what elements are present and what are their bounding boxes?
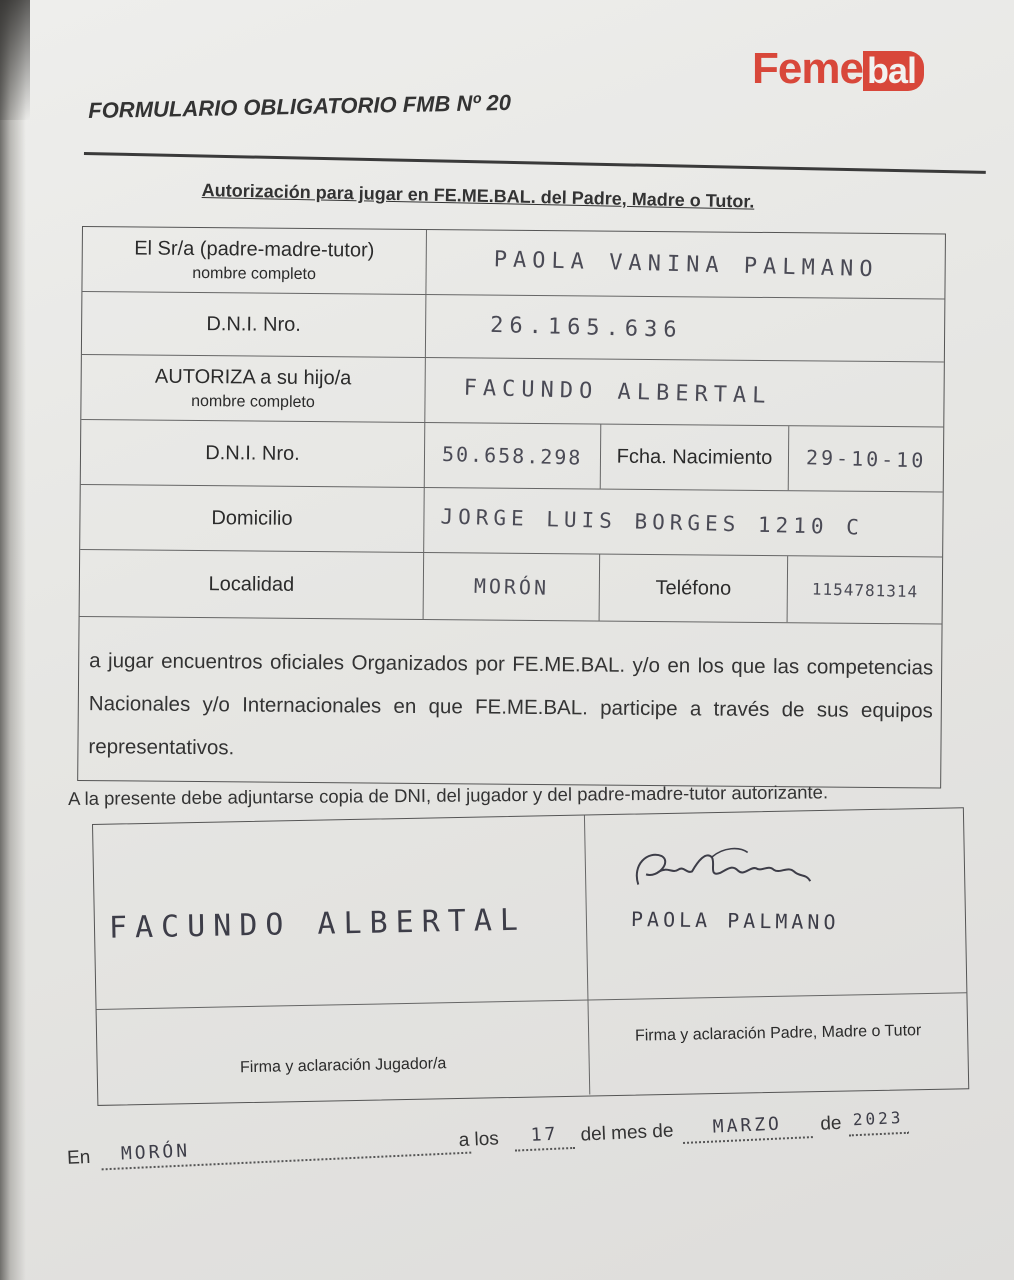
femebal-logo bbox=[752, 44, 924, 94]
paper-edge-shadow bbox=[0, 0, 26, 1280]
birth-date-cell[interactable] bbox=[789, 426, 944, 491]
phone-cell[interactable] bbox=[788, 556, 943, 623]
parent-name-value: PAOLA VANINA PALMANO bbox=[492, 246, 879, 282]
form-subtitle: Autorización para jugar en FE.ME.BAL. del Padre, Madre o Tutor. bbox=[201, 180, 755, 212]
address-value: JORGE LUIS BORGES 1210 C bbox=[440, 504, 865, 540]
form-title: FORMULARIO OBLIGATORIO FMB Nº 20 bbox=[88, 89, 512, 123]
month-field[interactable]: MARZO bbox=[682, 1112, 813, 1144]
parent-dni-label-cell bbox=[82, 292, 427, 357]
child-label: AUTORIZA a su hijo/a bbox=[154, 365, 352, 389]
title-rule bbox=[84, 152, 986, 174]
signature-area bbox=[93, 808, 966, 1010]
phone-value: 1154781314 bbox=[811, 578, 919, 601]
authorization-table bbox=[77, 226, 946, 789]
logo-text: Feme bbox=[752, 44, 863, 93]
logo-box-text: bal bbox=[863, 51, 924, 91]
child-sublabel: nombre completo bbox=[191, 392, 315, 411]
parent-label-cell bbox=[82, 227, 427, 294]
parent-name-row bbox=[82, 227, 945, 300]
parent-label: El Sr/a (padre-madre-tutor) bbox=[134, 236, 375, 262]
attachment-note: A la presente debe adjuntarse copia de DNI, del jugador y del padre-madre-tutor autorizante. bbox=[68, 781, 829, 809]
day-field[interactable]: 17 bbox=[514, 1123, 575, 1152]
birth-date-value: 29-10-10 bbox=[805, 445, 927, 473]
address-label: Domicilio bbox=[211, 506, 293, 530]
en-label: En bbox=[66, 1146, 91, 1169]
parent-name-cell[interactable] bbox=[426, 230, 945, 299]
a-los-label: a los bbox=[458, 1128, 500, 1152]
parent-dni-label: D.N.I. Nro. bbox=[206, 312, 301, 336]
child-dni-value: 50.658.298 bbox=[442, 441, 584, 470]
authorization-text: a jugar encuentros oficiales Organizados por FE.ME.BAL. y/o en los que las competencias Nacionales y/o Internacionales en que FE.ME.BAL. participe a través de sus equipos representativos. bbox=[88, 649, 934, 760]
child-dni-label: D.N.I. Nro. bbox=[205, 441, 300, 465]
player-signature-cell[interactable] bbox=[93, 816, 588, 1009]
player-clarification: FACUNDO ALBERTAL bbox=[108, 902, 527, 946]
background-corner bbox=[0, 0, 30, 120]
place-field[interactable]: MORÓN bbox=[101, 1128, 472, 1171]
parent-dni-value: 26.165.636 bbox=[489, 312, 683, 343]
child-dni-cell[interactable] bbox=[425, 423, 602, 489]
parent-caption: Firma y aclaración Padre, Madre o Tutor bbox=[634, 1022, 922, 1045]
child-label-cell bbox=[81, 355, 426, 422]
birth-label-cell bbox=[601, 425, 790, 491]
parent-sublabel: nombre completo bbox=[192, 264, 316, 283]
city-row bbox=[80, 550, 943, 625]
mes-label: del mes de bbox=[580, 1120, 674, 1146]
city-label-cell bbox=[80, 550, 425, 619]
parent-dni-cell[interactable] bbox=[426, 295, 945, 362]
player-caption: Firma y aclaración Jugador/a bbox=[239, 1055, 447, 1077]
address-cell[interactable] bbox=[424, 488, 943, 557]
parent-dni-row bbox=[82, 292, 945, 363]
child-dni-label-cell bbox=[81, 420, 426, 487]
birth-label: Fcha. Nacimiento bbox=[616, 445, 773, 469]
city-value: MORÓN bbox=[473, 573, 550, 600]
child-name-value: FACUNDO ALBERTAL bbox=[463, 375, 772, 409]
city-label: Localidad bbox=[208, 572, 295, 596]
parent-signature-scribble bbox=[627, 841, 818, 905]
parent-clarification: PAOLA PALMANO bbox=[630, 907, 840, 935]
child-dni-row bbox=[81, 420, 944, 493]
phone-label-cell bbox=[600, 555, 789, 623]
child-name-row bbox=[81, 355, 944, 428]
address-row bbox=[80, 485, 943, 558]
year-field[interactable]: 2023 bbox=[848, 1108, 909, 1137]
address-label-cell bbox=[80, 485, 425, 552]
de-label: de bbox=[819, 1112, 842, 1135]
phone-label: Teléfono bbox=[655, 576, 732, 600]
city-cell[interactable] bbox=[424, 553, 601, 621]
child-name-cell[interactable] bbox=[425, 358, 944, 427]
parent-signature-cell[interactable] bbox=[585, 808, 966, 999]
